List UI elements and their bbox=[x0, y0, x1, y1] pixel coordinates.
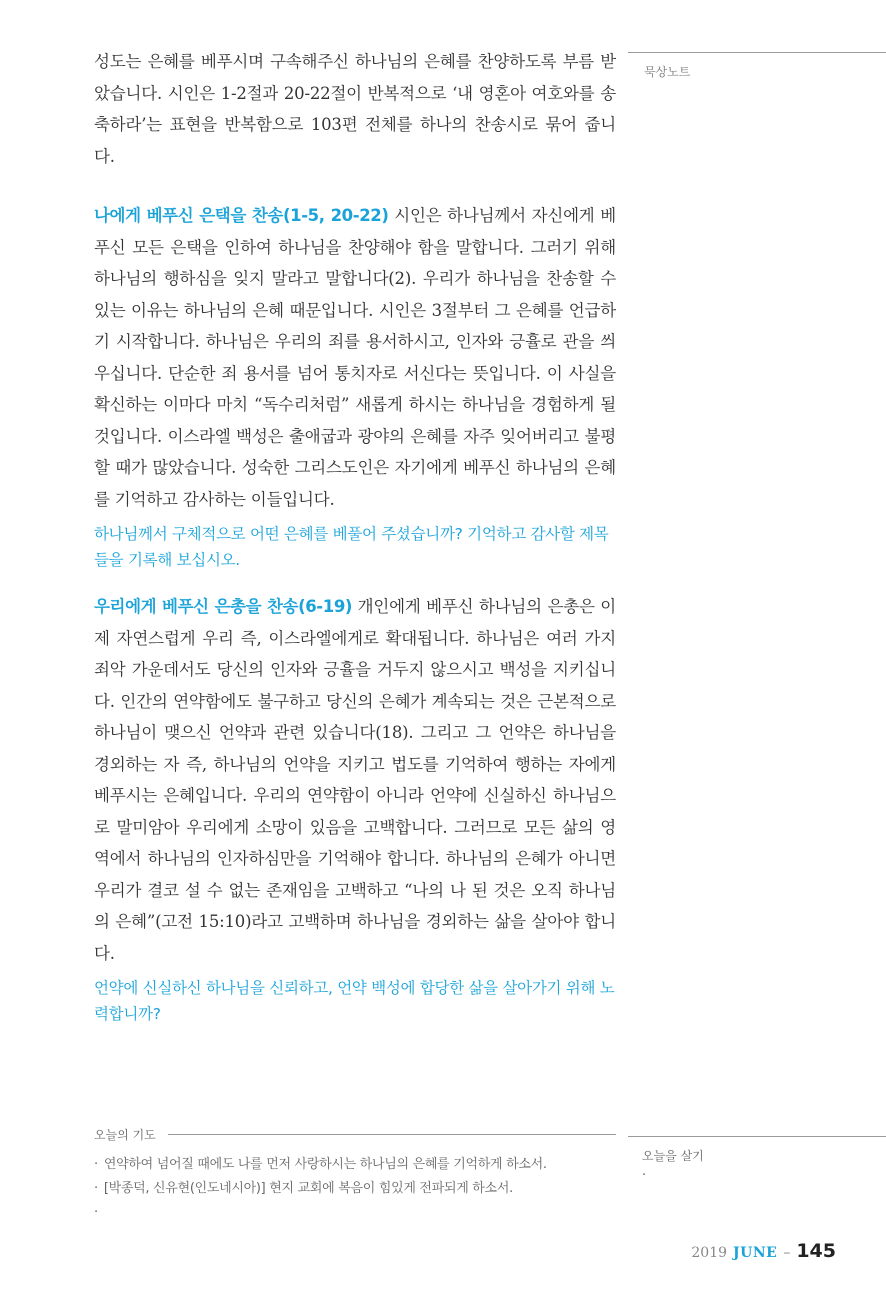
footer-year: 2019 bbox=[691, 1245, 728, 1261]
bullet-icon: · bbox=[642, 1168, 647, 1183]
bullet-icon: · bbox=[94, 1181, 98, 1196]
section1-question: 하나님께서 구체적으로 어떤 은혜를 베풀어 주셨습니까? 기억하고 감사할 제목들을 기록해 보십시오. bbox=[94, 525, 609, 569]
section2-paragraph bbox=[94, 591, 616, 969]
prayer-list bbox=[94, 1153, 616, 1225]
section2-question: 언약에 신실하신 하나님을 신뢰하고, 언약 백성에 합당한 삶을 살아가기 위해 노력합니까? bbox=[94, 979, 615, 1023]
section2-heading: 우리에게 베푸신 은총을 찬송(6-19) bbox=[94, 597, 353, 616]
prayer-item bbox=[94, 1177, 616, 1201]
divider bbox=[168, 1134, 616, 1135]
footer-month: JUNE bbox=[733, 1245, 778, 1261]
section2-body: 개인에게 베푸신 하나님의 은총은 이제 자연스럽게 우리 즉, 이스라엘에게로 확대됩니다. 하나님은 여러 가지 죄악 가운데서도 당신의 인자와 긍휼을 거두지 않으시고 백성을 지키십니다. 인간의 연약함에도 불구하고 당신의 은혜가 계속되는 것은 근본적으로 하나님이 맺으신 언약과 관련 있습니다(18). 그리고 그 언약은 하나님을 경외하는 자 즉, 하나님의 언약을 지키고 법도를 기억하여 행하는 자에게 베푸시는 은혜입니다. 우리의 연약함이 아니라 언약에 신실하신 하나님으로 말미암아 우리에게 소망이 있음을 고백합니다. 그러므로 모든 삶의 영역에서 하나님의 인자하심만을 기억해야 합니다. 하나님의 은혜가 아니면 우리가 결코 설 수 없는 존재임을 고백하고 “나의 나 된 것은 오직 하나님의 은혜”(고전 15:10)라고 고백하며 하나님을 경외하는 삶을 살아야 합니다. bbox=[94, 597, 616, 963]
meditation-note-label: 묵상노트 bbox=[644, 65, 691, 79]
prayer-item bbox=[94, 1201, 616, 1225]
prayer-header bbox=[94, 1126, 616, 1143]
section1-paragraph bbox=[94, 200, 616, 515]
footer-dash: – bbox=[783, 1245, 791, 1261]
intro-paragraph: 성도는 은혜를 베푸시며 구속해주신 하나님의 은혜를 찬양하도록 부름 받았습니다. 시인은 1-2절과 20-22절이 반복적으로 ‘내 영혼아 여호와를 송축하라’는 표현을 반복함으로 103편 전체를 하나의 찬송시로 묶어 줍니다. bbox=[94, 52, 616, 166]
page-footer bbox=[691, 1240, 836, 1262]
living-today-title: 오늘을 살기 bbox=[642, 1149, 704, 1163]
prayer-item-text: 연약하여 넘어질 때에도 나를 먼저 사랑하시는 하나님의 은혜를 기억하게 하소서. bbox=[103, 1157, 547, 1172]
page-number: 145 bbox=[796, 1240, 836, 1262]
main-content bbox=[94, 46, 616, 1027]
prayer-title: 오늘의 기도 bbox=[94, 1128, 156, 1142]
section1-body: 시인은 하나님께서 자신에게 베푸신 모든 은택을 인하여 하나님을 찬양해야 함을 말합니다. 그러기 위해 하나님의 행하심을 잊지 말라고 말합니다(2). 우리가 하나님을 찬송할 수 있는 이유는 하나님의 은혜 때문입니다. 시인은 3절부터 그 은혜를 언급하기 시작합니다. 하나님은 우리의 죄를 용서하시고, 인자와 긍휼로 관을 씌우십니다. 단순한 죄 용서를 넘어 통치자로 서신다는 뜻입니다. 이 사실을 확신하는 이마다 마치 “독수리처럼” 새롭게 하시는 하나님을 경험하게 될 것입니다. 이스라엘 백성은 출애굽과 광야의 은혜를 자주 잊어버리고 불평할 때가 많았습니다. 성숙한 그리스도인은 자기에게 베푸신 하나님의 은혜를 기억하고 감사하는 이들입니다. bbox=[94, 206, 616, 509]
section1-heading: 나에게 베푸신 은택을 찬송(1-5, 20-22) bbox=[94, 206, 389, 225]
meditation-note-column bbox=[628, 52, 886, 80]
living-today-section bbox=[628, 1136, 886, 1183]
prayer-item bbox=[94, 1153, 616, 1177]
prayer-section bbox=[94, 1126, 616, 1225]
prayer-item-text: [박종덕, 신유현(인도네시아)] 현지 교회에 복음이 힘있게 전파되게 하소서. bbox=[103, 1181, 513, 1196]
bullet-icon: · bbox=[94, 1157, 98, 1172]
bullet-icon: · bbox=[94, 1205, 98, 1220]
